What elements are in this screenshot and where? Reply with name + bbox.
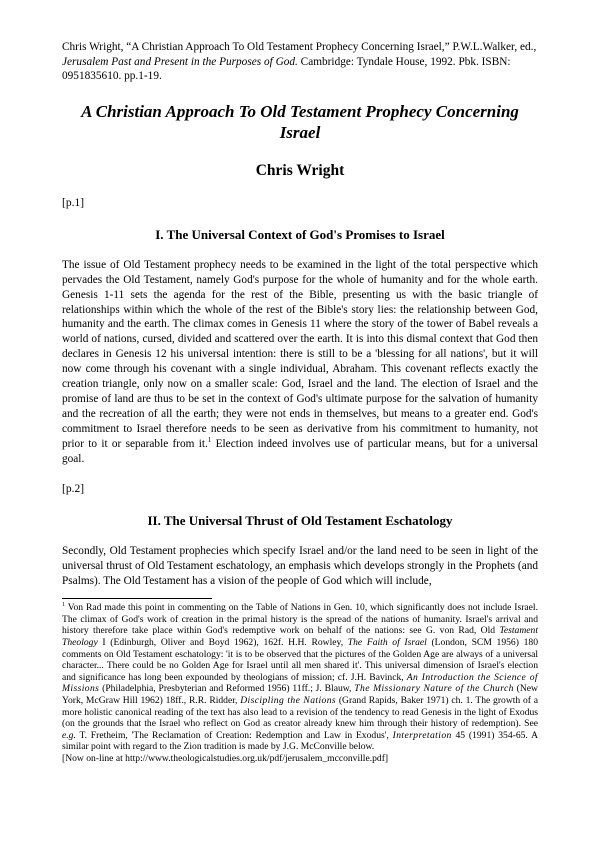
- citation: [62, 40, 538, 84]
- footnote-italic-title: The Missionary Nature of the Church: [354, 683, 514, 695]
- section-1-text-end: Election indeed involves use of particular means, but for a universal goal.: [62, 437, 538, 465]
- footnote-italic-title: An Introduction the Science of Missions: [62, 671, 538, 695]
- section-1-heading: I. The Universal Context of God's Promises to Israel: [155, 226, 445, 242]
- footnote-number: 1: [62, 602, 65, 608]
- footnote-text: (New York, McGraw Hill 1962) 18ff., R.R. Ridder,: [62, 683, 538, 706]
- footnote-text: Von Rad made this point in commenting on the Table of Nations in Gen. 10, which significantly does not include Israel. The climax of God's work of creation in the primal history is the spread of the nations of humanity. Israel's arrival and history therefore take place within God's redemptive work on behalf of the nations: see G. von Rad, Old: [62, 602, 538, 637]
- footnote-text: I (Edinburgh, Oliver and Boyd 1962), 162f. H.H. Rowley,: [97, 636, 348, 648]
- footnote-text: (London, SCM 1956) 180 comments on Old Testament eschatology: 'it is to be observed that the pictures of the Golden Age are always of a universal character... There could be no Golden Age for Israel until all men shared it'. This universal dimension of Israel's election and significance has long been expounded by theologians of mission; cf. J.H. Bavinck,: [62, 636, 538, 683]
- footnote-divider: [62, 598, 212, 599]
- footnote-italic-title: Testament Theology: [62, 625, 538, 648]
- footnote-reference[interactable]: 1: [207, 435, 212, 444]
- footnote-italic-title: Interpretation: [392, 729, 452, 741]
- document-page: [62, 40, 538, 765]
- author-name: Chris Wright: [255, 161, 345, 179]
- footnote-text: T. Fretheim, 'The Reclamation of Creation: Redemption and Law in Exodus',: [75, 729, 393, 741]
- footnote-text: (Philadelphia, Presbyterian and Reformed 1956) 11ff.; J. Blauw,: [99, 683, 355, 695]
- page-marker-1: [p.1]: [62, 196, 85, 209]
- online-availability-note[interactable]: [Now on-line at http://www.theologicalstudies.org.uk/pdf/jerusalem_mcconville.pdf]: [62, 752, 389, 764]
- citation-publication-info: Cambridge: Tyndale House, 1992. Pbk. ISBN: 0951835610. pp.1-19.: [62, 55, 511, 83]
- article-title: A Christian Approach To Old Testament Prophecy Concerning Israel: [81, 101, 519, 142]
- section-1-text: The issue of Old Testament prophecy needs to be examined in the light of the total perspective which pervades the Old Testament, namely God's purpose for the whole of humanity and for the whole earth. Genesis 1-11 sets the agenda for the rest of the Bible, presenting us with the basic triangle of relationships within which the whole of the rest of the Bible's story lies: the relationship between God, humanity and the earth. The climax comes in Genesis 11 where the story of the tower of Babel reveals a world of nations, cursed, divided and scattered over the earth. It is into this dismal context that God then declares in Genesis 12 his universal intention: there is still to be a 'blessing for all nations', but it will now come through his covenant with a single individual, Abraham. This covenant reflects exactly the creation triangle, only now on a smaller scale: God, Israel and the land. The election of Israel and the promise of land are thus to be set in the context of God's ultimate purpose for the salvation of humanity and the recreation of all the earth; they were not ends in themselves, but means to a greater end. God's commitment to Israel therefore needs to be seen as derivative from his commitment to humanity, not prior to it or separable from it.: [62, 258, 538, 450]
- section-2-heading: II. The Universal Thrust of Old Testament Eschatology: [147, 513, 453, 529]
- page-marker-2: [p.2]: [62, 483, 85, 496]
- section-2-paragraph: Secondly, Old Testament prophecies which specify Israel and/or the land need to be seen in light of the universal thrust of Old Testament eschatology, an emphasis which develops strongly in the Prophets (and Psalms). The Old Testament has a vision of the people of God which will include,: [62, 545, 538, 588]
- citation-book-title: Jerusalem Past and Present in the Purposes of God.: [62, 55, 298, 68]
- footnote-text: 45 (1991) 354-65. A similar point with regard to the Zion tradition is made by J.G. McConville below.: [62, 729, 538, 753]
- footnote-italic-title: Discipling the Nations: [240, 694, 337, 706]
- section-1-paragraph: [62, 258, 538, 467]
- footnote-1: [62, 602, 538, 753]
- footnote-italic-abbrev: e.g.: [62, 729, 76, 741]
- citation-text: Chris Wright, “A Christian Approach To Old Testament Prophecy Concerning Israel,” P.W.L.Walker, ed.,: [62, 41, 537, 53]
- footnote-italic-title: The Faith of Israel: [347, 636, 427, 648]
- footnote-text: (Grand Rapids, Baker 1971) ch. 1. The growth of a more holistic canonical reading of the text has also lead to a revision of the tendency to read Genesis in the light of Exodus (on the grounds that the Israel who reflect on God as creator already knew him through their history of redemption). See: [62, 694, 538, 730]
